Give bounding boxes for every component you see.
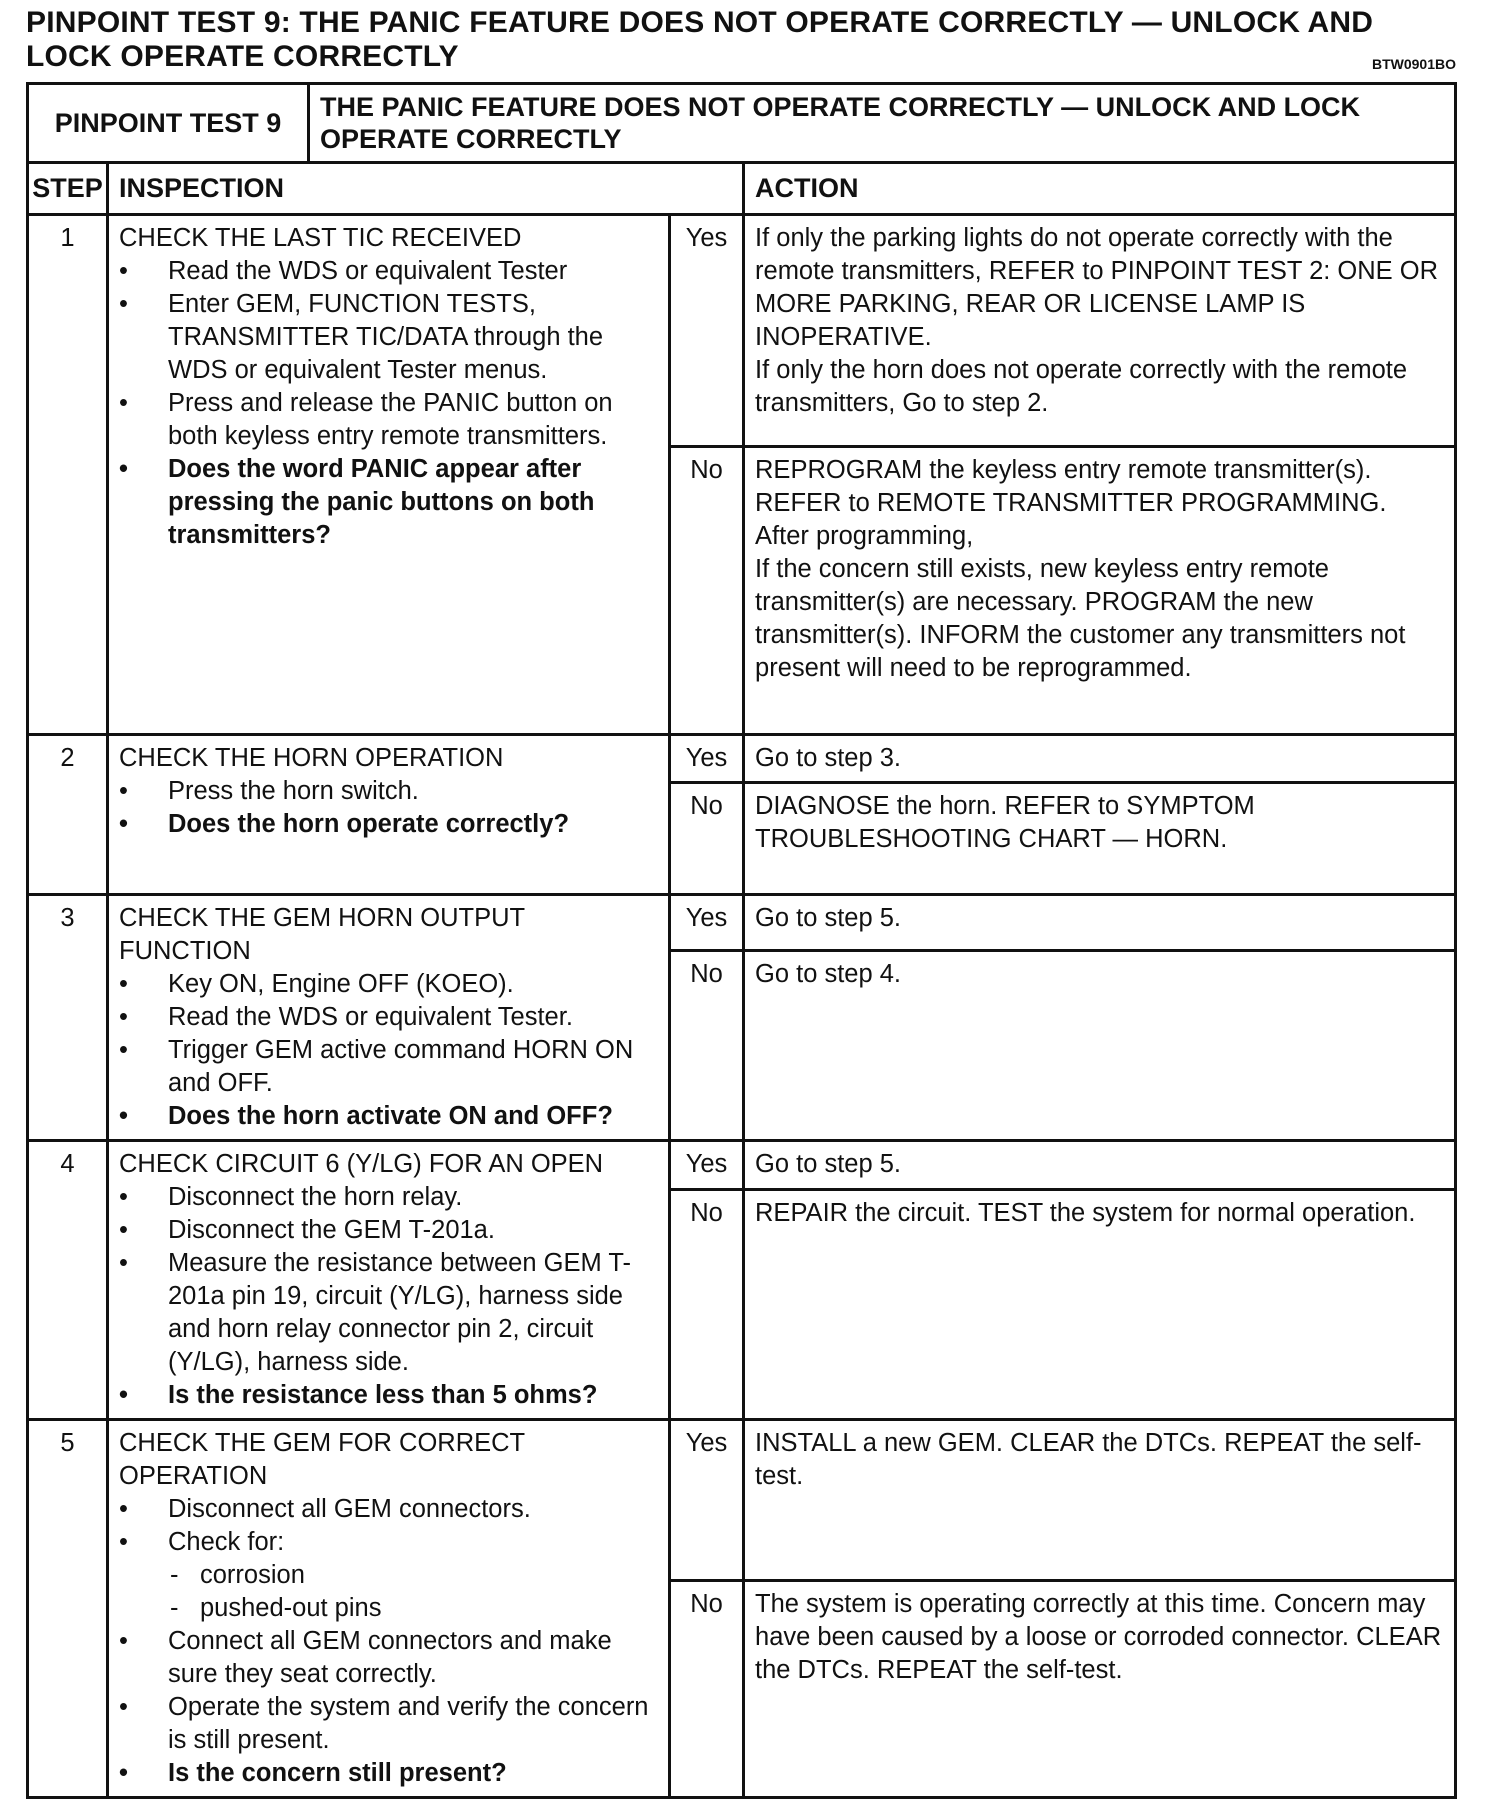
step-1-yes-action [744,215,1456,447]
inspection-question: • Does the horn operate correctly? [119,808,658,841]
test-label: PINPOINT TEST 9 [28,84,309,163]
step-title: CHECK THE LAST TIC RECEIVED [119,224,522,252]
inspection-bullet: • Enter GEM, FUNCTION TESTS, TRANSMITTER TIC/DATA through the WDS or equivalent Tester menus. [119,288,658,387]
action-text: Go to step 5. [755,1150,902,1178]
action-text: REPAIR the circuit. TEST the system for normal operation. [755,1198,1416,1227]
step-4-yes-action [744,1141,1456,1190]
step-2-inspection [108,735,670,895]
inspection-bullet: • Connect all GEM connectors and make sure they seat correctly. [119,1625,658,1691]
step-number: 4 [28,1141,108,1420]
inspection-bullet: • Press and release the PANIC button on both keyless entry remote transmitters. [119,387,658,453]
inspection-sub-item: - pushed-out pins [168,1592,658,1625]
inspection-bullet: • Trigger GEM active command HORN ON and OFF. [119,1034,658,1100]
step-1-inspection [108,215,670,735]
inspection-question: • Does the word PANIC appear after pressing the panic buttons on both transmitters? [119,453,658,552]
step-title: CHECK THE GEM HORN OUTPUT FUNCTION [119,904,525,965]
test-header-row [28,84,1456,163]
inspection-bullet-check-for [119,1526,658,1625]
inspection-bullet: • Operate the system and verify the concern is still present. [119,1691,658,1757]
step-4-yes-row [28,1141,1456,1190]
no-label: No [670,783,744,895]
action-text: If only the parking lights do not operate correctly with the remote transmitters, REFER to PINPOINT TEST 2: ONE OR MORE PARKING, REAR OR LICENSE LAMP IS INOPERATIVE. [755,224,1439,351]
step-5-yes-action [744,1420,1456,1581]
action-column-header: ACTION [744,163,1456,215]
test-title: THE PANIC FEATURE DOES NOT OPERATE CORRECTLY — UNLOCK AND LOCK OPERATE CORRECTLY [309,84,1456,163]
inspection-bullet: • Read the WDS or equivalent Tester [119,255,658,288]
no-label: No [670,447,744,735]
page-title: PINPOINT TEST 9: THE PANIC FEATURE DOES NOT OPERATE CORRECTLY — UNLOCK AND LOCK OPERATE CORRECTLY [26,6,1374,73]
step-2-no-action [744,783,1456,895]
action-text: Go to step 4. [755,959,902,988]
action-text: Go to step 3. [755,744,902,772]
column-header-row [28,163,1456,215]
inspection-question: • Is the concern still present? [119,1757,658,1790]
step-3-inspection [108,895,670,1141]
step-2-yes-action [744,735,1456,783]
no-label: No [670,1189,744,1419]
yes-label: Yes [670,895,744,951]
step-5-inspection [108,1420,670,1798]
figure-code: BTW0901BO [1371,56,1456,72]
step-4-inspection [108,1141,670,1420]
yes-label: Yes [670,735,744,783]
inspection-bullet: • Read the WDS or equivalent Tester. [119,1001,658,1034]
no-label: No [670,950,744,1140]
action-text: DIAGNOSE the horn. REFER to SYMPTOM TROUBLESHOOTING CHART — HORN. [755,792,1255,853]
yes-label: Yes [670,1420,744,1581]
no-label: No [670,1581,744,1798]
yes-label: Yes [670,215,744,447]
step-column-header: STEP [28,163,108,215]
step-number: 5 [28,1420,108,1798]
inspection-sub-item: - corrosion [168,1559,658,1592]
pinpoint-test-table [26,82,1457,1799]
step-number: 3 [28,895,108,1141]
action-text: If only the horn does not operate correctly with the remote transmitters, Go to step 2. [755,356,1408,417]
inspection-bullet: • Press the horn switch. [119,775,658,808]
step-title: CHECK CIRCUIT 6 (Y/LG) FOR AN OPEN [119,1150,604,1178]
inspection-bullet: • Measure the resistance between GEM T-201a pin 19, circuit (Y/LG), harness side and horn relay connector pin 2, circuit (Y/LG), harness side. [119,1247,658,1379]
step-1-yes-row [28,215,1456,447]
inspection-bullet-text: Check for: [168,1528,285,1556]
step-5-yes-row [28,1420,1456,1581]
action-text: INSTALL a new GEM. CLEAR the DTCs. REPEAT the self-test. [755,1429,1422,1490]
inspection-column-header: INSPECTION [108,163,744,215]
step-5-no-action [744,1581,1456,1798]
inspection-bullet: • Key ON, Engine OFF (KOEO). [119,968,658,1001]
step-3-yes-action [744,895,1456,951]
inspection-bullet: • Disconnect all GEM connectors. [119,1493,658,1526]
step-1-no-action [744,447,1456,735]
action-text: After programming, [755,522,974,550]
action-text: If the concern still exists, new keyless entry remote transmitter(s) are necessary. PROGRAM the new transmitter(s). INFORM the customer any transmitters not present will need to be reprogrammed. [755,555,1406,682]
yes-label: Yes [670,1141,744,1190]
step-title: CHECK THE GEM FOR CORRECT OPERATION [119,1429,525,1490]
action-text: Go to step 5. [755,904,902,932]
step-3-yes-row [28,895,1456,951]
action-text: REPROGRAM the keyless entry remote transmitter(s). REFER to REMOTE TRANSMITTER PROGRAMMING. [755,456,1387,517]
inspection-bullet: • Disconnect the GEM T-201a. [119,1214,658,1247]
step-4-no-action [744,1189,1456,1419]
step-number: 1 [28,215,108,735]
page-header [26,6,1456,78]
step-number: 2 [28,735,108,895]
inspection-question: • Does the horn activate ON and OFF? [119,1100,658,1133]
inspection-question: • Is the resistance less than 5 ohms? [119,1379,658,1412]
step-2-yes-row [28,735,1456,783]
inspection-bullet: • Disconnect the horn relay. [119,1181,658,1214]
step-3-no-action [744,950,1456,1140]
action-text: The system is operating correctly at this time. Concern may have been caused by a loose or corroded connector. CLEAR the DTCs. REPEAT the self-test. [755,1590,1442,1685]
step-title: CHECK THE HORN OPERATION [119,744,504,772]
